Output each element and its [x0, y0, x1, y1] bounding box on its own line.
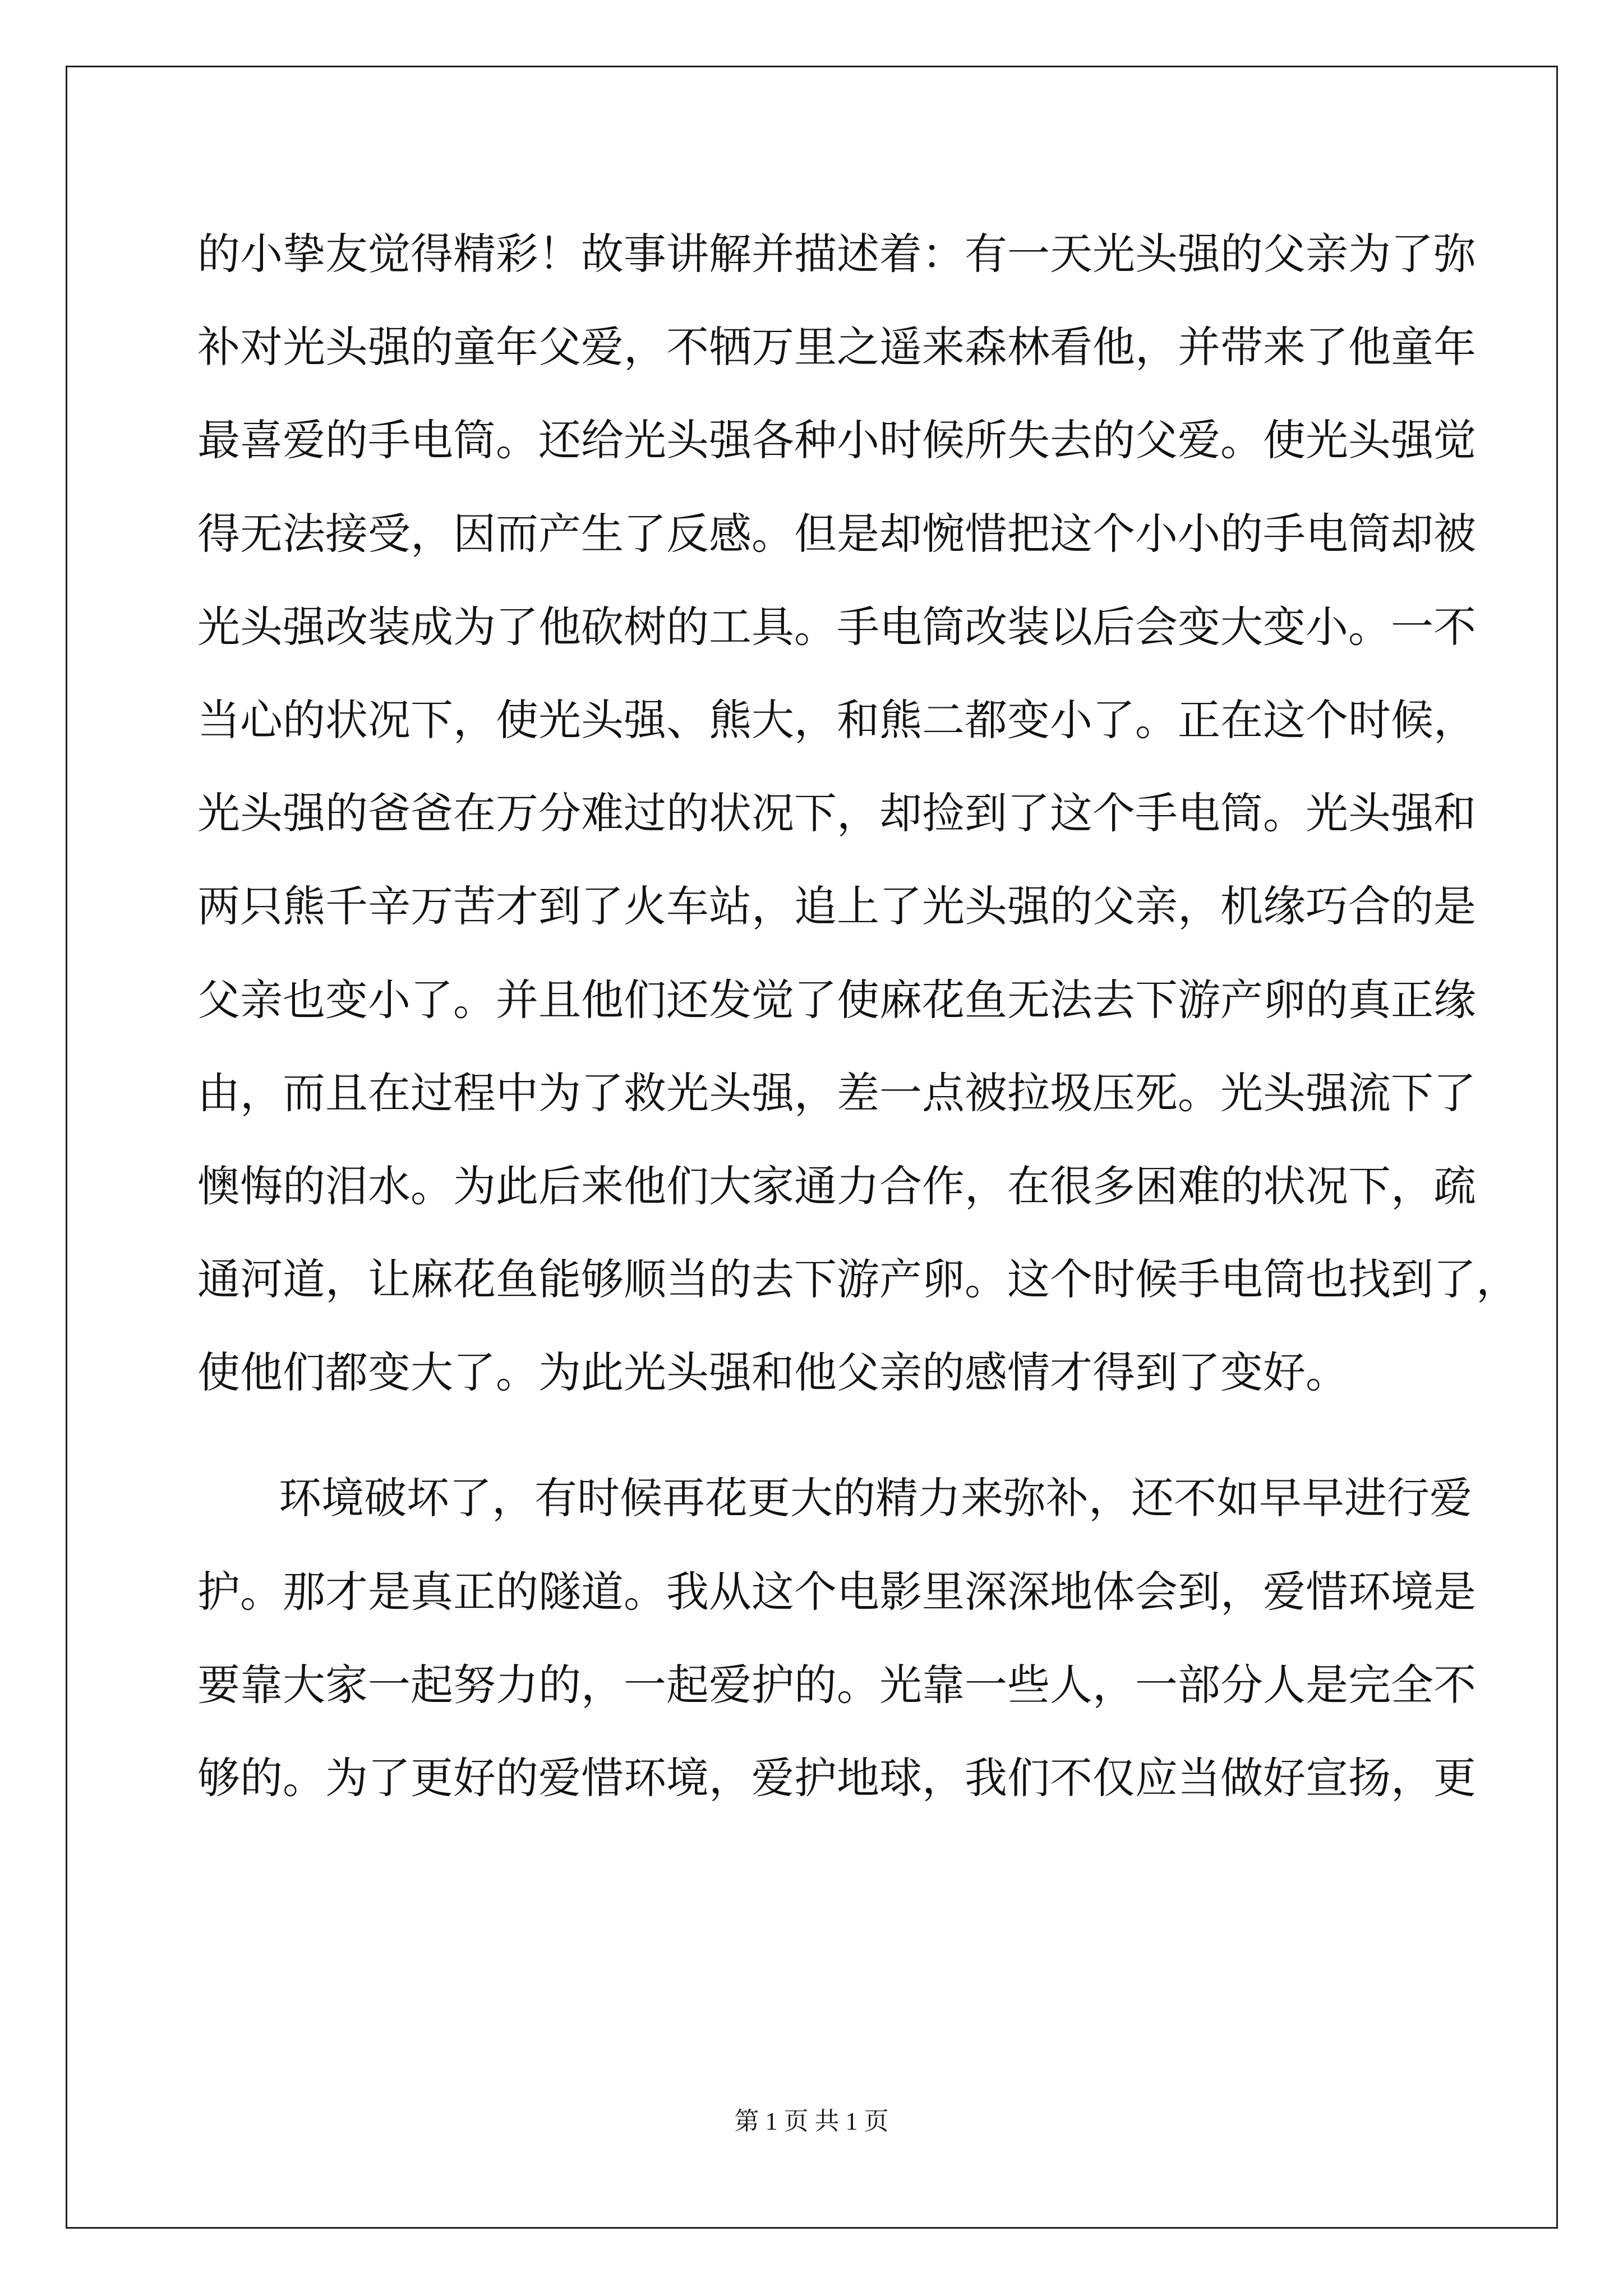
text-line: 最喜爱的手电筒。还给光头强各种小时候所失去的父爱。使光头强觉	[197, 415, 1476, 466]
document-body	[197, 208, 1519, 1825]
page-footer: 第 1 页 共 1 页	[734, 2108, 889, 2135]
paragraph-1	[197, 208, 1519, 1419]
text-line: 父亲也变小了。并且他们还发觉了使麻花鱼无法去下游产卵的真正缘	[197, 974, 1476, 1025]
paragraph-2	[197, 1452, 1476, 1825]
text-line: 当心的状况下，使光头强、熊大，和熊二都变小了。正在这个时候，	[197, 694, 1476, 745]
text-line: 要靠大家一起努力的，一起爱护的。光靠一些人，一部分人是完全不	[197, 1659, 1476, 1710]
text-line: 由，而且在过程中为了救光头强，差一点被拉圾压死。光头强流下了	[197, 1068, 1476, 1118]
text-line: 够的。为了更好的爱惜环境，爱护地球，我们不仅应当做好宣扬，更	[197, 1753, 1476, 1803]
text-line: 补对光头强的童年父爱，不牺万里之遥来森林看他，并带来了他童年	[197, 322, 1476, 372]
text-line: 护。那才是真正的隧道。我从这个电影里深深地体会到，爱惜环境是	[197, 1566, 1476, 1617]
text-line: 通河道，让麻花鱼能够顺当的去下游产卵。这个时候手电筒也找到了，	[197, 1254, 1519, 1305]
text-line: 环境破坏了，有时候再花更大的精力来弥补，还不如早早进行爱	[279, 1473, 1472, 1524]
text-line: 光头强的爸爸在万分难过的状况下，却捡到了这个手电筒。光头强和	[197, 788, 1476, 839]
text-line: 的小挚友觉得精彩！故事讲解并描述着：有一天光头强的父亲为了弥	[197, 229, 1476, 279]
text-line: 光头强改装成为了他砍树的工具。手电筒改装以后会变大变小。一不	[197, 601, 1476, 652]
text-line: 使他们都变大了。为此光头强和他父亲的感情才得到了变好。	[197, 1347, 1348, 1398]
text-line: 得无法接受，因而产生了反感。但是却惋惜把这个小小的手电筒却被	[197, 508, 1476, 559]
text-line: 两只熊千辛万苦才到了火车站，追上了光头强的父亲，机缘巧合的是	[197, 881, 1476, 932]
text-line: 懊悔的泪水。为此后来他们大家通力合作，在很多困难的状况下，疏	[197, 1161, 1476, 1211]
